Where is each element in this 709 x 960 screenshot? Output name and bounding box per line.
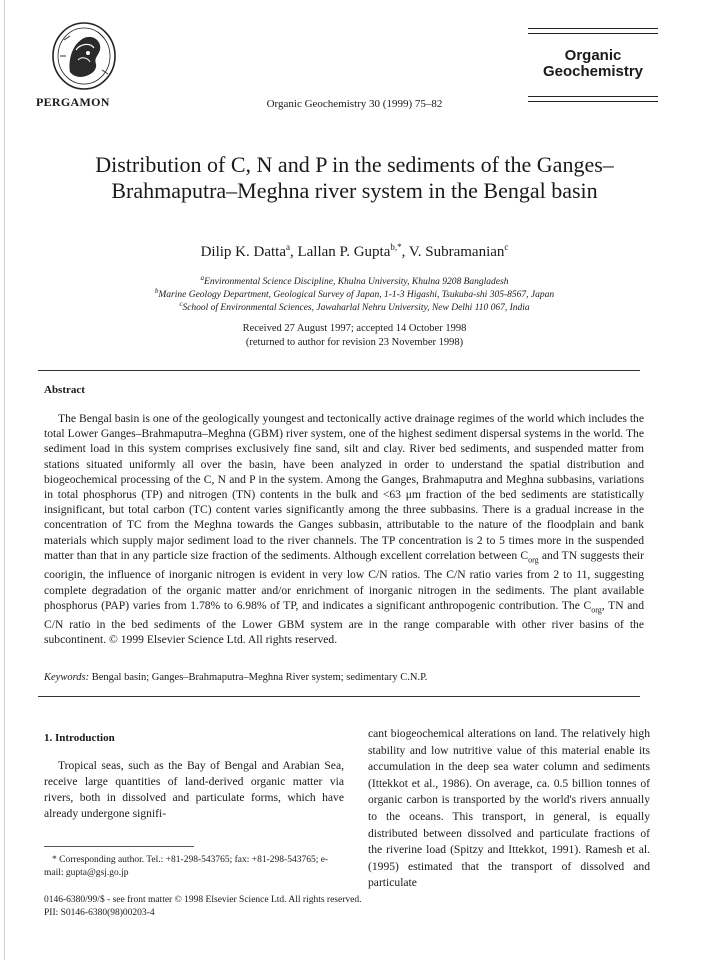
pergamon-athena-logo-icon — [50, 20, 118, 92]
publisher-name: PERGAMON — [36, 95, 110, 109]
corresponding-author-note: * Corresponding author. Tel.: +81-298-543765; fax: +81-298-543765; e-mail: gupta@gsj.go.jp — [44, 855, 329, 878]
pii-line: PII: S0146-6380(98)00203-4 — [44, 908, 155, 918]
divider — [38, 696, 640, 697]
affiliation — [0, 298, 709, 314]
author-name: Dilip K. Datta — [200, 244, 286, 260]
affiliation-text: School of Environmental Sciences, Jawaharlal Nehru University, New Delhi 110 067, India — [182, 303, 530, 314]
footnote — [44, 854, 344, 880]
author-sup: a — [285, 242, 290, 252]
journal-brand-title — [528, 48, 658, 80]
subscript: org — [591, 605, 602, 615]
affiliation-text: Marine Geology Department, Geological Survey of Japan, 1-1-3 Higashi, Tsukuba-shi 305-8567, Japan — [158, 290, 555, 301]
intro-right-column — [368, 726, 650, 892]
copyright-line: 0146-6380/99/$ - see front matter © 1998 Elsevier Science Ltd. All rights reserved. — [44, 895, 362, 905]
brand-line-1: Organic — [564, 47, 622, 64]
subscript: org — [528, 555, 539, 565]
abstract-text: and TN suggests their coorigin, the influence of inorganic nitrogen is evident in very low C/N ratios. The C/N ratio varies from 2 to 11, suggesting complete degradation of the organic matter and/or enrichment of inorganic nitrogen in the sediments. The plant available phosphorus (PAP) varies from 1.78% to 6.98% of TP, and indicates a significant anthropogenic contribution. The C — [44, 548, 644, 612]
divider — [38, 370, 640, 371]
keywords — [44, 672, 644, 683]
intro-left-column — [44, 758, 344, 822]
article-title: Distribution of C, N and P in the sediments of the Ganges–Brahmaputra–Meghna river system in the Bengal basin — [95, 152, 614, 203]
intro-paragraph: cant biogeochemical alterations on land. The relatively high stability and low nutritive value of this material enable its accumulation in the deep sea water column and sediments (Ittekkot et al., 1986). On average, ca. 0.5 billion tonnes of organic carbon is transported by the world's rivers annually to the oceans. This transport, in general, is equally distributed between dissolved and particulate fractions of the riverine load (Spitzy and Ittekkot, 1991). Ramesh et al. (1995) estimated that the transport of dissolved and particulate — [368, 727, 650, 890]
affiliation-sup: b — [154, 287, 159, 295]
keywords-text: Bengal basin; Ganges–Brahmaputra–Meghna River system; sedimentary C.N.P. — [89, 672, 428, 683]
author-name: V. Subramanian — [408, 244, 505, 260]
abstract-text: , TN and C/N ratio in the bed sediments of the Lower GBM system are in the range comparable with other river basins of the subcontinent. © 1999 Elsevier Science Ltd. All rights reserved. — [44, 598, 644, 647]
journal-brand — [528, 28, 658, 94]
affiliation-sup: a — [200, 274, 205, 282]
abstract-body — [44, 411, 644, 648]
affiliation-text: Environmental Science Discipline, Khulna University, Khulna 9208 Bangladesh — [204, 277, 509, 288]
copyright-block — [44, 894, 361, 920]
footnote-rule — [44, 846, 194, 847]
abstract-paragraph — [44, 411, 644, 648]
abstract-text: The Bengal basin is one of the geologically youngest and tectonically active drainage regimes of the world which includes the total Lower Ganges–Brahmaputra–Meghna (GBM) river system, one of the highest sediment dispersal systems in the world. The sediment load in this system comprises exclusively fine sand, silt and clay. River bed sediments, and suspended matter from stations situated uniformly all over the basin, have been analyzed in order to understand the spatial distribution and biogeochemical processing of the C, N and P in the system. Among the Ganges, Brahmaputra and Meghna subbasins, variations in total phosphorus (TP) and nitrogen (TN) contents in the bulk and <63 μm fraction of the bed sediments are statistically insignificant, but total carbon (TC) content varies significantly among the three subbasins. There is a gradual increase in the concentration of TC from the Meghna towards the Ganges subbasin, attributable to the nature of the floodplain and bank materials which supply major sediment load to the river channels. The TP concentration is 2 to 5 times more in the suspended matter than that in any particle size fraction of the sediments. Although excellent correlation between C — [44, 412, 644, 562]
section-heading: 1. Introduction — [44, 732, 115, 744]
revision-line: (returned to author for revision 23 November 1998) — [245, 337, 464, 348]
journal-reference: Organic Geochemistry 30 (1999) 75–82 — [266, 98, 443, 110]
author-list: Dilip K. Datta$^a$, Lallan P. Gupta$^{b,*}$, V. Subramanian$^c$ — [200, 242, 509, 260]
keywords-label: Keywords: — [44, 672, 90, 683]
abstract-heading: Abstract — [44, 384, 85, 396]
brand-line-2: Geochemistry — [542, 63, 644, 80]
page-edge — [4, 0, 5, 960]
intro-paragraph: Tropical seas, such as the Bay of Bengal and Arabian Sea, receive large quantities of land-derived organic matter via rivers, both in dissolved and particulate forms, which have already undergone signifi- — [44, 759, 344, 820]
brand-top-rule — [528, 28, 658, 34]
received-dates — [0, 322, 709, 350]
brand-bottom-rule — [528, 96, 658, 102]
affiliation-sup: c — [179, 300, 183, 308]
author-sup: c — [504, 242, 509, 252]
author-sup: b,* — [390, 242, 402, 252]
author-name: Lallan P. Gupta — [297, 244, 391, 260]
received-line: Received 27 August 1997; accepted 14 October 1998 — [242, 323, 467, 334]
